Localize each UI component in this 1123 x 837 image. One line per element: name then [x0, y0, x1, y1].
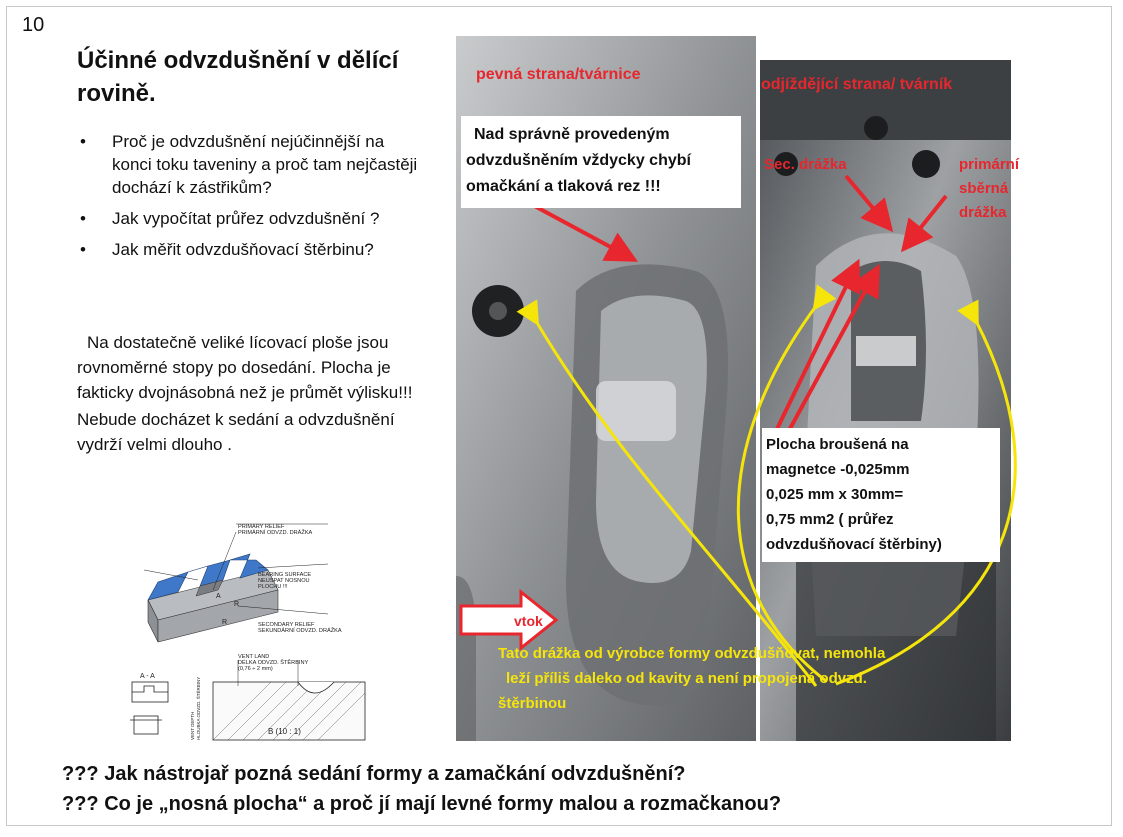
label-primary-groove: drážka	[959, 204, 1007, 221]
bullet-item: • Proč je odvzdušnění nejúčinnější na konci toku taveniny a proč tam nejčastěji dochází k zástřikům?	[80, 130, 420, 199]
bullet-item: • Jak vypočítat průřez odvzdušnění ?	[80, 207, 420, 230]
caption-yellow-line: leží příliš daleko od kavity a není propojená odvzd.	[506, 670, 867, 687]
label-vent-land-range: (0,76 ÷ 2 mm)	[238, 666, 273, 672]
label-vent-depth: VENT DEPTH	[190, 711, 195, 740]
label-inlet: vtok	[514, 613, 543, 629]
bullet-item: • Jak měřit odvzdušňovací štěrbinu?	[80, 238, 420, 261]
label-vent-depth-cz: HLOUBKA ODVZD. ŠTĚRBINY	[196, 676, 201, 740]
label-bearing-surface-cz: NEUSPAT NOSNOU	[258, 578, 310, 584]
label-moving-side: odjíždějící strana/ tvárník	[761, 76, 953, 93]
marker-a: A	[216, 593, 221, 600]
marker-r: R	[222, 619, 228, 626]
note-paragraph: Nebude docházet k sedání a odvzdušnění vydrží velmi dlouho .	[77, 410, 395, 454]
label-sec-groove: Sec. drážka	[764, 156, 847, 173]
note-block	[77, 330, 417, 457]
caption-yellow-line: Tato drážka od výrobce formy odvzdušňovat, nemohla	[498, 645, 886, 662]
question-line: ??? Co je „nosná plocha“ a proč jí mají levné formy malou a rozmačkanou?	[62, 793, 782, 815]
label-section: A - A	[140, 673, 155, 680]
question-line: ??? Jak nástrojař pozná sedání formy a zamačkání odvzdušnění?	[62, 763, 686, 785]
label-detail-scale: B (10 : 1)	[268, 727, 301, 736]
note-paragraph: Na dostatečně veliké lícovací ploše jsou rovnoměrné stopy po dosedání. Plocha je fakticky dvojnásobná než je průmět výlisku!!!	[77, 333, 413, 402]
question-list	[80, 130, 420, 269]
label-vent-land: VENT LAND	[238, 654, 270, 660]
label-primary-relief: PRIMARY RELIEF	[238, 524, 285, 530]
callout-right-line: 0,75 mm2 ( průřez	[766, 511, 894, 528]
label-bearing-surface: BEARING SURFACE	[258, 572, 312, 578]
label-secondary-relief: SECONDARY RELIEF	[258, 622, 315, 628]
callout-right-line: odvzdušňovací štěrbiny)	[766, 536, 942, 553]
label-fixed-side: pevná strana/tvárnice	[476, 66, 641, 83]
slide-title: Účinné odvzdušnění v dělící rovině.	[77, 47, 399, 107]
label-primary-groove: sběrná	[959, 180, 1009, 197]
callout-left-line: Nad správně provedeným	[474, 126, 670, 143]
callout-left-line: omačkání a tlaková rez !!!	[466, 178, 661, 195]
mold-photo	[456, 36, 1020, 741]
label-bearing-surface-cz2: PLOCHU !!!	[258, 584, 288, 590]
label-primary-groove: primární	[959, 156, 1020, 173]
callout-left-line: odvzdušněním vždycky chybí	[466, 152, 691, 169]
label-primary-relief-cz: PRIMÁRNÍ ODVZD. DRÁŽKA	[238, 530, 313, 536]
callout-right-line: 0,025 mm x 30mm=	[766, 486, 904, 503]
vent-diagram	[118, 520, 378, 742]
label-vent-land-cz: DÉLKA ODVZD. ŠTĚRBINY	[238, 660, 309, 666]
page-number: 10	[22, 14, 45, 36]
label-secondary-relief-cz: SEKUNDÁRNÍ ODVZD. DRÁŽKA	[258, 628, 342, 634]
callout-right-line: Plocha broušená na	[766, 436, 909, 453]
callout-right-line: magnetce -0,025mm	[766, 461, 910, 478]
caption-yellow-line: štěrbinou	[498, 695, 567, 712]
marker-r: R	[234, 601, 240, 608]
